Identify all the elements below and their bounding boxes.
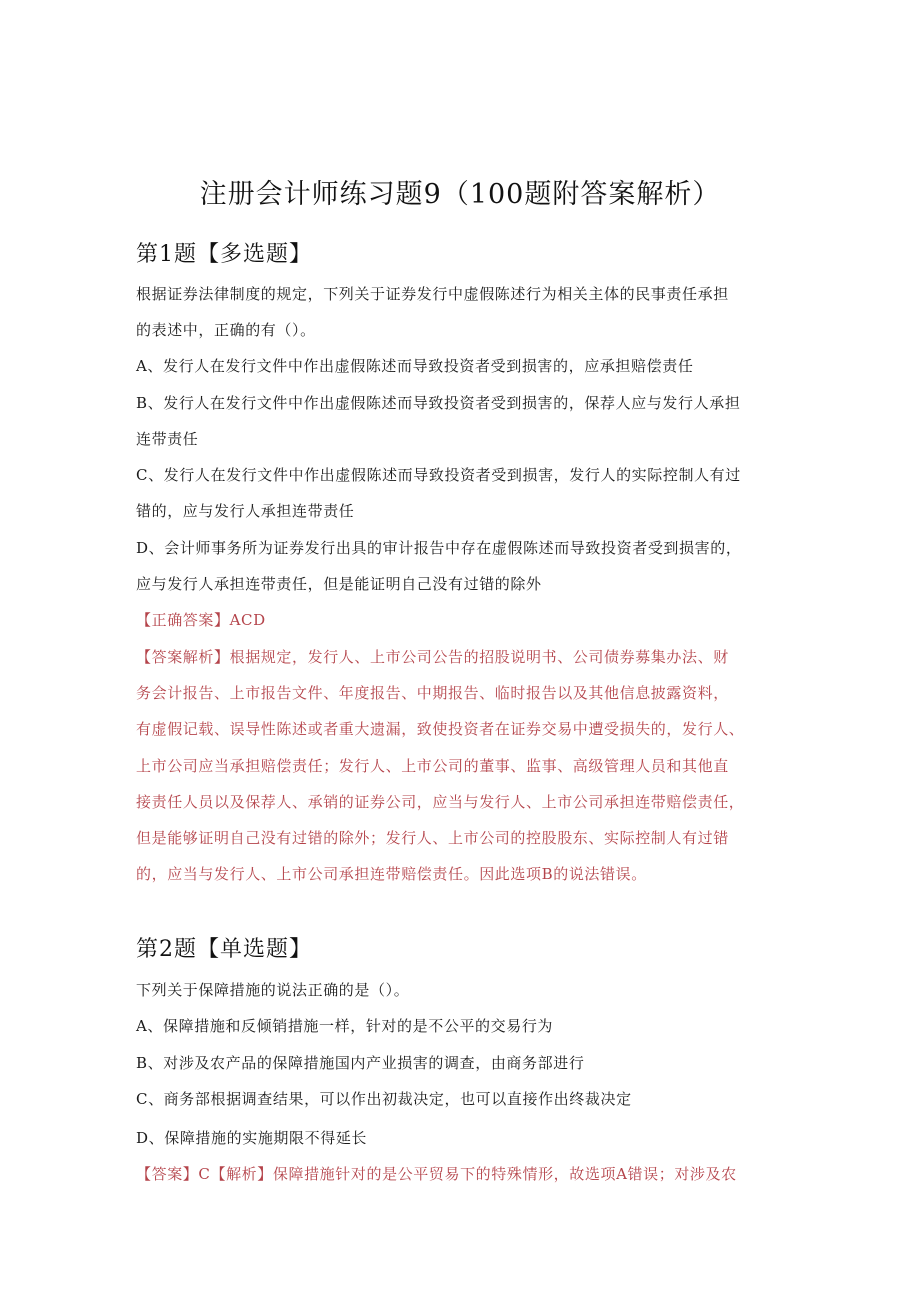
question-1-analysis-line: 有虚假记载、误导性陈述或者重大遗漏，致使投资者在证券交易中遭受损失的，发行人、 <box>136 720 745 738</box>
document-title: 注册会计师练习题9（100题附答案解析） <box>199 179 721 210</box>
question-1-analysis-line: 【答案解析】根据规定，发行人、上市公司公告的招股说明书、公司债券募集办法、财 <box>136 648 729 666</box>
question-1-option-b: B、发行人在发行文件中作出虚假陈述而导致投资者受到损害的，保荐人应与发行人承担 <box>136 394 741 412</box>
question-2-heading: 第2题【单选题】 <box>136 937 312 962</box>
question-1-analysis-line: 但是能够证明自己没有过错的除外；发行人、上市公司的控股股东、实际控制人有过错 <box>136 829 729 847</box>
question-1-analysis-line: 务会计报告、上市报告文件、年度报告、中期报告、临时报告以及其他信息披露资料， <box>136 684 729 702</box>
question-1-stem-line: 根据证券法律制度的规定，下列关于证券发行中虚假陈述行为相关主体的民事责任承担 <box>136 285 729 303</box>
question-1-option-a: A、发行人在发行文件中作出虚假陈述而导致投资者受到损害的，应承担赔偿责任 <box>136 357 694 375</box>
question-1-analysis-line: 上市公司应当承担赔偿责任；发行人、上市公司的董事、监事、高级管理人员和其他直 <box>136 757 729 775</box>
question-2-answer-analysis: 【答案】C【解析】保障措施针对的是公平贸易下的特殊情形，故选项A错误；对涉及农 <box>136 1165 737 1183</box>
question-1-heading: 第1题【多选题】 <box>136 242 312 267</box>
question-1-option-c-cont: 错的，应与发行人承担连带责任 <box>136 502 355 520</box>
question-1-option-d-cont: 应与发行人承担连带责任，但是能证明自己没有过错的除外 <box>136 575 542 593</box>
question-1-correct-answer: 【正确答案】ACD <box>136 611 266 629</box>
question-1-stem-line: 的表述中，正确的有（）。 <box>136 321 316 339</box>
question-1-option-b-cont: 连带责任 <box>136 430 199 448</box>
question-1-analysis-line: 的，应当与发行人、上市公司承担连带赔偿责任。因此选项B的说法错误。 <box>136 865 647 883</box>
question-2-option-b: B、对涉及农产品的保障措施国内产业损害的调查，由商务部进行 <box>136 1054 585 1072</box>
question-1-option-d: D、会计师事务所为证券发行出具的审计报告中存在虚假陈述而导致投资者受到损害的， <box>136 539 742 557</box>
question-2-stem-line: 下列关于保障措施的说法正确的是（）。 <box>136 981 410 999</box>
question-2-option-a: A、保障措施和反倾销措施一样，针对的是不公平的交易行为 <box>136 1017 554 1035</box>
question-1-analysis-line: 接责任人员以及保荐人、承销的证券公司，应当与发行人、上市公司承担连带赔偿责任， <box>136 793 745 811</box>
question-2-option-d: D、保障措施的实施期限不得延长 <box>136 1129 368 1147</box>
question-1-option-c: C、发行人在发行文件中作出虚假陈述而导致投资者受到损害，发行人的实际控制人有过 <box>136 466 741 484</box>
question-2-option-c: C、商务部根据调查结果，可以作出初裁决定，也可以直接作出终裁决定 <box>136 1090 632 1108</box>
